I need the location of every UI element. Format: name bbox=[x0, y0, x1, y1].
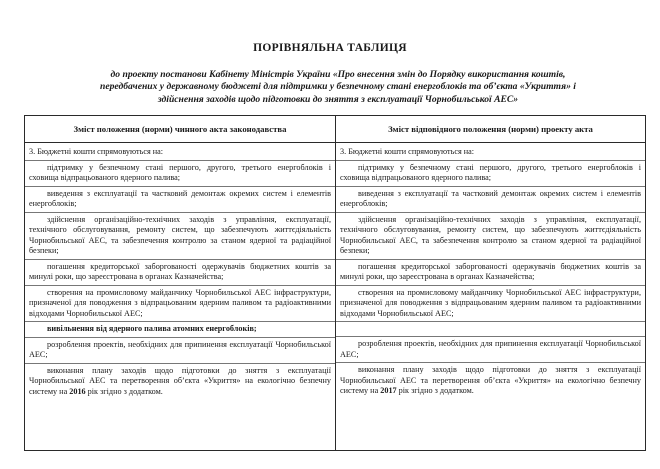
year-highlight: 2017 bbox=[380, 386, 397, 395]
paragraph: розроблення проектів, необхідних для припинення експлуатації Чорнобильської АЕС; bbox=[336, 337, 645, 363]
document-subtitle bbox=[64, 69, 612, 106]
right-column-header: Зміст відповідного положення (норми) проекту акта bbox=[336, 116, 646, 143]
table-header-row bbox=[25, 116, 646, 143]
paragraph: погашення кредиторської заборгованості одержувачів бюджетних коштів за минулі роки, що зареєстрована в органах Казначейства; bbox=[336, 260, 645, 286]
paragraph-empty bbox=[336, 322, 645, 337]
paragraph: створення на промисловому майданчику Чорнобильської АЕС інфраструктури, призначеної для поводження з відпрацьованим ядерним паливом та радіоактивними відходами Чорнобильської АЕС; bbox=[336, 286, 645, 323]
paragraph: створення на промисловому майданчику Чорнобильської АЕС інфраструктури, призначеної для поводження з відпрацьованим ядерним паливом та радіоактивними відходами Чорнобильської АЕС; bbox=[25, 286, 335, 323]
right-column-cell bbox=[336, 143, 646, 451]
paragraph: погашення кредиторської заборгованості одержувачів бюджетних коштів за минулі роки, що зареєстрована в органах Казначейства; bbox=[25, 260, 335, 286]
paragraph-changed: виконання плану заходів щодо підготовки до зняття з експлуатації Чорнобильської АЕС та перетворення об’єкта «Укриття» на екологічно безпечну систему на 2017 рік згідно з додатком. bbox=[340, 365, 641, 395]
table-body-row bbox=[25, 143, 646, 451]
paragraph: виведення з експлуатації та частковий демонтаж окремих систем і елементів енергоблоків; bbox=[336, 187, 645, 213]
paragraph: підтримку у безпечному стані першого, другого, третього енергоблоків і сховища відпрацьованого ядерного палива; bbox=[336, 161, 645, 187]
paragraph: підтримку у безпечному стані першого, другого, третього енергоблоків і сховища відпрацьованого ядерного палива; bbox=[25, 161, 335, 187]
paragraph: здійснення організаційно-технічних заходів з управління, експлуатації, технічного обслуговування, ремонту систем, що забезпечують життєдіяльність Чорнобильської АЕС, та забезпечення контролю за станом ядерної та радіаційної безпеки; bbox=[336, 213, 645, 260]
left-column-cell bbox=[25, 143, 336, 451]
paragraph-removed: вивільнення від ядерного палива атомних енергоблоків; bbox=[25, 322, 335, 338]
year-highlight: 2016 bbox=[69, 386, 86, 396]
subtitle-line: до проекту постанови Кабінету Міністрів України «Про внесення змін до Порядку використання коштів, bbox=[110, 69, 566, 80]
paragraph-changed: виконання плану заходів щодо підготовки до зняття з експлуатації Чорнобильської АЕС та перетворення об’єкта «Укриття» на екологічно безпечну систему на 2016 рік згідно з додатком. bbox=[29, 365, 331, 396]
left-column-header: Зміст положення (норми) чинного акта законодавства bbox=[25, 116, 336, 143]
subtitle-line: передбачених у державному бюджеті для підтримки у безпечному стані енергоблоків та об’єкта «Укриття» і bbox=[100, 81, 576, 93]
paragraph: розроблення проектів, необхідних для припинення експлуатації Чорнобильської АЕС; bbox=[25, 338, 335, 364]
document-title: ПОРІВНЯЛЬНА ТАБЛИЦЯ bbox=[253, 42, 407, 54]
paragraph: виведення з експлуатації та частковий демонтаж окремих систем і елементів енергоблоків; bbox=[25, 187, 335, 213]
paragraph: 3. Бюджетні кошти спрямовуються на: bbox=[25, 143, 335, 161]
subtitle-line: здійснення заходів щодо підготовки до зняття з експлуатації Чорнобильської АЕС» bbox=[157, 93, 519, 105]
comparison-table bbox=[24, 115, 646, 451]
paragraph: здійснення організаційно-технічних заходів з управління, експлуатації, технічного обслуговування, ремонту систем, що забезпечують життєдіяльність Чорнобильської АЕС, та забезпечення контролю за станом ядерної та радіаційної безпеки; bbox=[25, 213, 335, 260]
paragraph: 3. Бюджетні кошти спрямовуються на: bbox=[336, 143, 645, 161]
